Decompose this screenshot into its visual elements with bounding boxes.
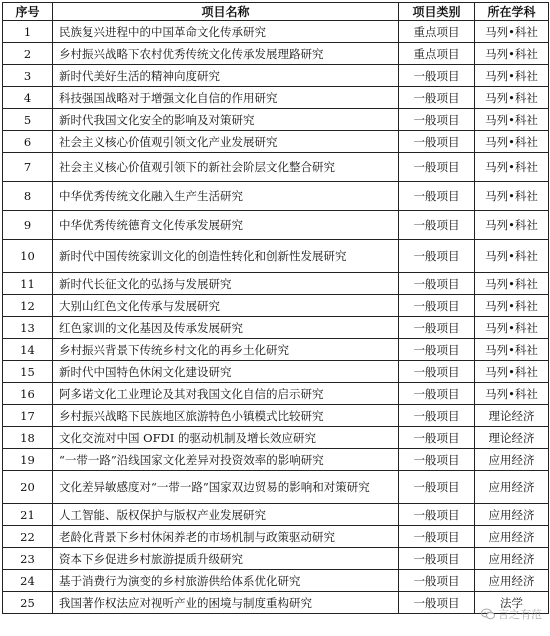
table-header-row (3, 3, 549, 21)
table-row (3, 504, 549, 526)
cell-category: 一般项目 (399, 471, 475, 504)
table-row (3, 43, 549, 65)
header-name: 项目名称 (53, 3, 399, 21)
cell-category: 一般项目 (399, 153, 475, 182)
cell-category: 一般项目 (399, 109, 475, 131)
cell-subject: 马列•科社 (475, 317, 549, 339)
table-row (3, 317, 549, 339)
cell-name: 新时代中国传统家训文化的创造性转化和创新性发展研究 (53, 240, 399, 273)
cell-subject: 马列•科社 (475, 21, 549, 43)
table-row (3, 548, 549, 570)
cell-num: 3 (3, 65, 53, 87)
cell-subject: 马列•科社 (475, 131, 549, 153)
cell-subject: 马列•科社 (475, 182, 549, 211)
cell-name: 科技强国战略对于增强文化自信的作用研究 (53, 87, 399, 109)
cell-category: 一般项目 (399, 383, 475, 405)
cell-name: 社会主义核心价值观引领文化产业发展研究 (53, 131, 399, 153)
cell-name: 文化差异敏感度对“一带一路”国家双边贸易的影响和对策研究 (53, 471, 399, 504)
project-table-container (2, 2, 548, 614)
table-row (3, 131, 549, 153)
cell-subject: 理论经济 (475, 405, 549, 427)
table-row (3, 383, 549, 405)
cell-subject: 马列•科社 (475, 43, 549, 65)
table-row (3, 273, 549, 295)
cell-num: 19 (3, 449, 53, 471)
cell-category: 一般项目 (399, 449, 475, 471)
cell-num: 4 (3, 87, 53, 109)
cell-num: 12 (3, 295, 53, 317)
table-row (3, 339, 549, 361)
cell-subject: 马列•科社 (475, 273, 549, 295)
cell-category: 一般项目 (399, 182, 475, 211)
cell-subject: 马列•科社 (475, 211, 549, 240)
cell-category: 一般项目 (399, 427, 475, 449)
cell-name: 大别山红色文化传承与发展研究 (53, 295, 399, 317)
cell-subject: 应用经济 (475, 526, 549, 548)
cell-num: 17 (3, 405, 53, 427)
cell-subject: 法学 (475, 592, 549, 614)
cell-name: 新时代长征文化的弘扬与发展研究 (53, 273, 399, 295)
cell-name: 中华优秀传统德育文化传承发展研究 (53, 211, 399, 240)
cell-subject: 理论经济 (475, 427, 549, 449)
cell-name: 文化交流对中国 OFDI 的驱动机制及增长效应研究 (53, 427, 399, 449)
cell-category: 一般项目 (399, 592, 475, 614)
cell-subject: 马列•科社 (475, 339, 549, 361)
table-row (3, 592, 549, 614)
cell-num: 11 (3, 273, 53, 295)
cell-subject: 应用经济 (475, 504, 549, 526)
cell-category: 一般项目 (399, 405, 475, 427)
cell-num: 13 (3, 317, 53, 339)
table-row (3, 153, 549, 182)
cell-category: 一般项目 (399, 317, 475, 339)
cell-num: 24 (3, 570, 53, 592)
cell-num: 22 (3, 526, 53, 548)
cell-category: 一般项目 (399, 548, 475, 570)
cell-num: 14 (3, 339, 53, 361)
cell-category: 一般项目 (399, 87, 475, 109)
cell-subject: 马列•科社 (475, 109, 549, 131)
cell-name: 资本下乡促进乡村旅游提质升级研究 (53, 548, 399, 570)
cell-num: 20 (3, 471, 53, 504)
cell-subject: 应用经济 (475, 570, 549, 592)
cell-name: 民族复兴进程中的中国革命文化传承研究 (53, 21, 399, 43)
table-row (3, 295, 549, 317)
cell-name: 社会主义核心价值观引领下的新社会阶层文化整合研究 (53, 153, 399, 182)
cell-category: 一般项目 (399, 273, 475, 295)
cell-num: 9 (3, 211, 53, 240)
table-row (3, 361, 549, 383)
cell-num: 10 (3, 240, 53, 273)
cell-num: 7 (3, 153, 53, 182)
table-row (3, 182, 549, 211)
cell-name: 乡村振兴战略下民族地区旅游特色小镇模式比较研究 (53, 405, 399, 427)
cell-category: 重点项目 (399, 21, 475, 43)
cell-num: 1 (3, 21, 53, 43)
cell-name: 乡村振兴战略下农村优秀传统文化传承发展理路研究 (53, 43, 399, 65)
cell-name: 新时代我国文化安全的影响及对策研究 (53, 109, 399, 131)
cell-name: 基于消费行为演变的乡村旅游供给体系优化研究 (53, 570, 399, 592)
cell-category: 一般项目 (399, 361, 475, 383)
table-row (3, 240, 549, 273)
cell-name: 阿多诺文化工业理论及其对我国文化自信的启示研究 (53, 383, 399, 405)
cell-category: 一般项目 (399, 339, 475, 361)
cell-category: 一般项目 (399, 211, 475, 240)
cell-name: 乡村振兴背景下传统乡村文化的再乡土化研究 (53, 339, 399, 361)
cell-num: 23 (3, 548, 53, 570)
table-row (3, 21, 549, 43)
cell-num: 8 (3, 182, 53, 211)
cell-num: 6 (3, 131, 53, 153)
cell-subject: 马列•科社 (475, 153, 549, 182)
cell-name: 中华优秀传统文化融入生产生活研究 (53, 182, 399, 211)
watermark-text: 言之有范 (498, 608, 542, 621)
cell-name: 老龄化背景下乡村休闲养老的市场机制与政策驱动研究 (53, 526, 399, 548)
cell-category: 一般项目 (399, 131, 475, 153)
cell-num: 18 (3, 427, 53, 449)
header-num: 序号 (3, 3, 53, 21)
table-row (3, 427, 549, 449)
cell-subject: 马列•科社 (475, 65, 549, 87)
cell-num: 5 (3, 109, 53, 131)
cell-num: 21 (3, 504, 53, 526)
cell-subject: 马列•科社 (475, 295, 549, 317)
cell-category: 一般项目 (399, 504, 475, 526)
cell-subject: 应用经济 (475, 548, 549, 570)
header-category: 项目类别 (399, 3, 475, 21)
table-row (3, 211, 549, 240)
cell-category: 一般项目 (399, 295, 475, 317)
table-row (3, 526, 549, 548)
table-row (3, 405, 549, 427)
cell-category: 重点项目 (399, 43, 475, 65)
table-row (3, 449, 549, 471)
cell-name: 我国著作权法应对视听产业的困境与制度重构研究 (53, 592, 399, 614)
cell-name: 人工智能、版权保护与版权产业发展研究 (53, 504, 399, 526)
cell-name: 红色家训的文化基因及传承发展研究 (53, 317, 399, 339)
cell-name: “一带一路”沿线国家文化差异对投资效率的影响研究 (53, 449, 399, 471)
cell-category: 一般项目 (399, 526, 475, 548)
cell-num: 2 (3, 43, 53, 65)
cell-category: 一般项目 (399, 240, 475, 273)
cell-subject: 马列•科社 (475, 361, 549, 383)
cell-name: 新时代美好生活的精神向度研究 (53, 65, 399, 87)
cell-subject: 马列•科社 (475, 87, 549, 109)
table-row (3, 109, 549, 131)
cell-category: 一般项目 (399, 570, 475, 592)
table-row (3, 570, 549, 592)
table-row (3, 65, 549, 87)
table-row (3, 87, 549, 109)
table-body (3, 21, 549, 614)
cell-num: 25 (3, 592, 53, 614)
cell-subject: 应用经济 (475, 471, 549, 504)
table-row (3, 471, 549, 504)
project-table (2, 2, 549, 614)
cell-subject: 马列•科社 (475, 383, 549, 405)
header-subject: 所在学科 (475, 3, 549, 21)
cell-num: 16 (3, 383, 53, 405)
cell-category: 一般项目 (399, 65, 475, 87)
cell-name: 新时代中国特色休闲文化建设研究 (53, 361, 399, 383)
cell-subject: 马列•科社 (475, 240, 549, 273)
cell-num: 15 (3, 361, 53, 383)
cell-subject: 应用经济 (475, 449, 549, 471)
